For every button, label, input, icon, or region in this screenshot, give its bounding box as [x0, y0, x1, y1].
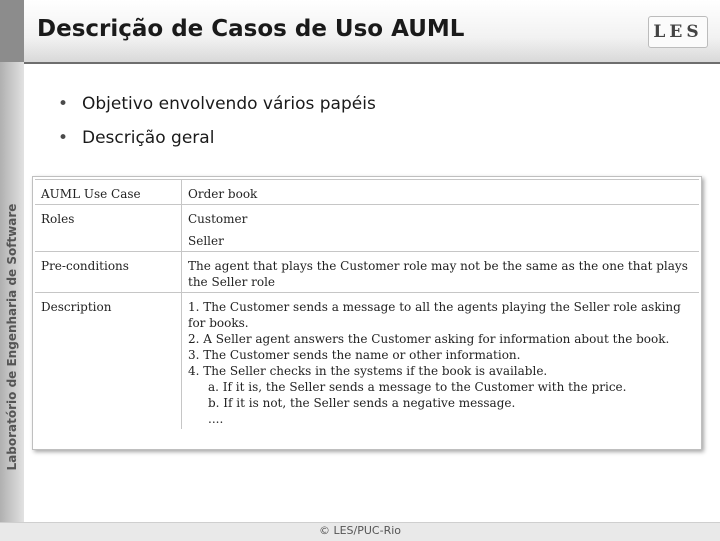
description-step: 2. A Seller agent answers the Customer asking for information about the book. [188, 332, 670, 346]
description-ellipsis: .... [208, 412, 224, 426]
role-item: Customer [188, 212, 248, 226]
role-item: Seller [188, 234, 224, 248]
sidebar-label: Laboratório de Engenharia de Software [5, 203, 19, 471]
roles-label-cell: Roles [35, 205, 182, 252]
bullet-text: Descrição geral [82, 128, 215, 148]
table-row [35, 252, 699, 293]
use-case-table-image [32, 176, 702, 450]
description-step: 3. The Customer sends the name or other information. [188, 348, 521, 362]
header-divider [0, 62, 720, 64]
footer-copyright: © LES/PUC-Rio [318, 524, 402, 537]
roles-value-cell [182, 205, 700, 252]
bullet-dot-icon: • [58, 128, 69, 148]
preconditions-label-cell: Pre-conditions [35, 252, 182, 293]
description-substep: a. If it is, the Seller sends a message to the Customer with the price. [208, 380, 627, 394]
description-substep: b. If it is not, the Seller sends a negative message. [208, 396, 516, 410]
description-value-cell [182, 293, 700, 430]
header-value-cell: Order book [182, 180, 700, 205]
les-logo [648, 16, 708, 48]
description-label-cell: Description [35, 293, 182, 430]
header-label-cell: AUML Use Case [35, 180, 182, 205]
description-step: 4. The Seller checks in the systems if the book is available. [188, 364, 548, 378]
table-row [35, 293, 699, 430]
sidebar [0, 62, 24, 524]
bullet-item [58, 92, 376, 126]
bullet-text: Objetivo envolvendo vários papéis [82, 94, 376, 114]
use-case-table [35, 179, 699, 429]
header-side-block [0, 0, 24, 62]
description-step: 1. The Customer sends a message to all the agents playing the Seller role asking for books. [188, 300, 681, 330]
bullet-list [58, 92, 376, 160]
table-row [35, 205, 699, 252]
preconditions-value-cell: The agent that plays the Customer role may not be the same as the one that plays the Seller role [182, 252, 700, 293]
table-row [35, 180, 699, 205]
logo-text: LES [653, 22, 703, 42]
slide-title: Descrição de Casos de Uso AUML [37, 16, 465, 42]
bullet-dot-icon: • [58, 94, 69, 114]
bullet-item [58, 126, 376, 160]
